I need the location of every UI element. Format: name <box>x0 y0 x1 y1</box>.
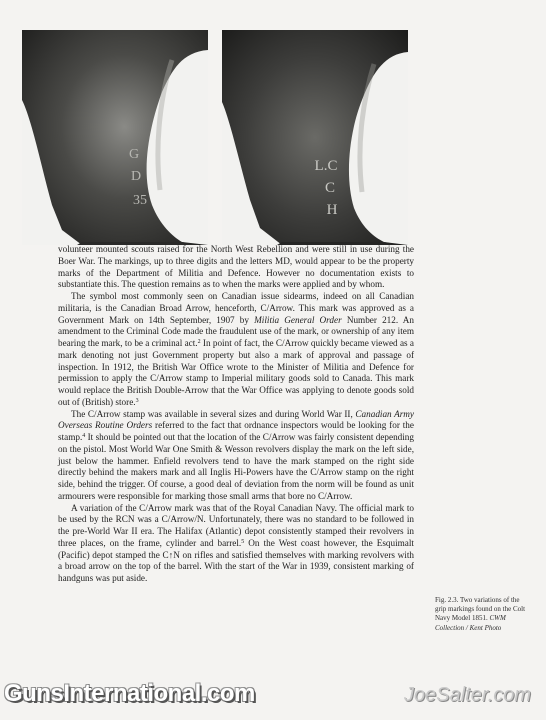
text-run: volunteer mounted scouts raised for the North West Rebellion and were still in use during the Boer War. The markings, up to three digits and the letters MD, would appear to be the property marks of the Department of Militia and Defence. However no documentation exists to substantiate this. The question remains as to when the marks were applied and by whom. <box>58 244 414 290</box>
grip-mark-right-3: H <box>326 202 338 218</box>
figure-caption <box>435 596 531 633</box>
grip-mark-right-1: L.C <box>314 158 338 174</box>
footnote-ref: 3 <box>135 397 139 404</box>
text-run: Number 212. An amendment to the Criminal Code made the fraudulent use of the mark, or ownership of any item bearing the mark, to be a criminal act. <box>58 314 415 348</box>
grip-photo-right <box>222 30 408 245</box>
paragraph <box>58 291 414 409</box>
paragraph <box>58 409 414 503</box>
text-run: A variation of the C/Arrow mark was that of the Royal Canadian Navy. The official mark to be used by the RCN was a C/Arrow/N. Unfortunately, there was no standard to be followed in the pre-World War II era. The Halifax (Atlantic) depot consistently stamped their revolvers in three places, on the frame, cylinder and barrel. <box>58 502 414 548</box>
paragraph <box>58 503 414 585</box>
text-run: referred to the fact that ordnance inspectors would be looking for the stamp. <box>58 420 414 442</box>
italic-title: Canadian Army Overseas Routine Orders <box>58 408 414 431</box>
article-body <box>58 244 414 585</box>
text-run: It should be pointed out that the location of the C/Arrow was fairly consistent depending on the pistol. Most World War One Smith & Wesson revolvers display the mark on the left side, just below the hammer. Enfield revolvers tend to have the mark stamped on the right side directly behind the makers mark and all Inglis Hi-Powers have the C/Arrow stamp on the right side, behind the trigger. Of course, a good deal of deviation from the norm will be found as unit armourers were responsible for marking those small arms that bore no C/Arrow. <box>58 432 414 501</box>
watermark-gunsinternational: GunsInternational.com <box>4 680 255 707</box>
grip-mark-left-2: D <box>130 169 142 184</box>
text-run: The C/Arrow stamp was available in several sizes and during World War II, <box>71 408 356 419</box>
footnote-ref: 2 <box>197 339 201 345</box>
italic-title: Militia General Order <box>254 314 342 325</box>
paragraph <box>58 244 414 291</box>
revolver-grip-image-left <box>22 30 208 245</box>
grip-photo-left <box>22 30 208 245</box>
grip-mark-left-3: 35 <box>133 193 147 208</box>
watermark-joesalter: JoeSalter.com <box>404 684 532 706</box>
caption-credit: CWM Collection / Kent Photo <box>435 614 506 632</box>
footnote-ref: 5 <box>241 538 245 545</box>
text-run: In point of fact, the C/Arrow quickly became viewed as a mark denoting not just Government property but also a mark of approval and passage of inspection. In 1912, the British War Office wrote to the Minister of Militia and Defence for permission to apply the C/Arrow stamp to Imperial military goods sold to Canada. This mark would replace the British Double-Arrow that the War Office was applying to denote goods sold out of (British) store. <box>58 338 414 407</box>
text-run: On the West coast however, the Esquimalt (Pacific) depot stamped the C↑N on rifles and satisfied themselves with marking revolvers with a broad arrow on the top of the barrel. With the start of the War in 1939, consistent marking of handguns was put aside. <box>58 537 414 583</box>
footnote-ref: 4 <box>82 433 86 439</box>
grip-mark-left-1: G <box>128 147 140 162</box>
text-run: The symbol most commonly seen on Canadian issue sidearms, indeed on all Canadian militaria, is the Canadian Broad Arrow, henceforth, C/Arrow. This mark was approved as a Government Mark on 14th September, 1907 by <box>58 291 414 325</box>
revolver-grip-image-right <box>222 30 408 245</box>
grip-mark-right-2: C <box>324 180 336 196</box>
caption-text: Fig. 2.3. Two variations of the grip markings found on the Colt Navy Model 1851. <box>435 596 526 623</box>
